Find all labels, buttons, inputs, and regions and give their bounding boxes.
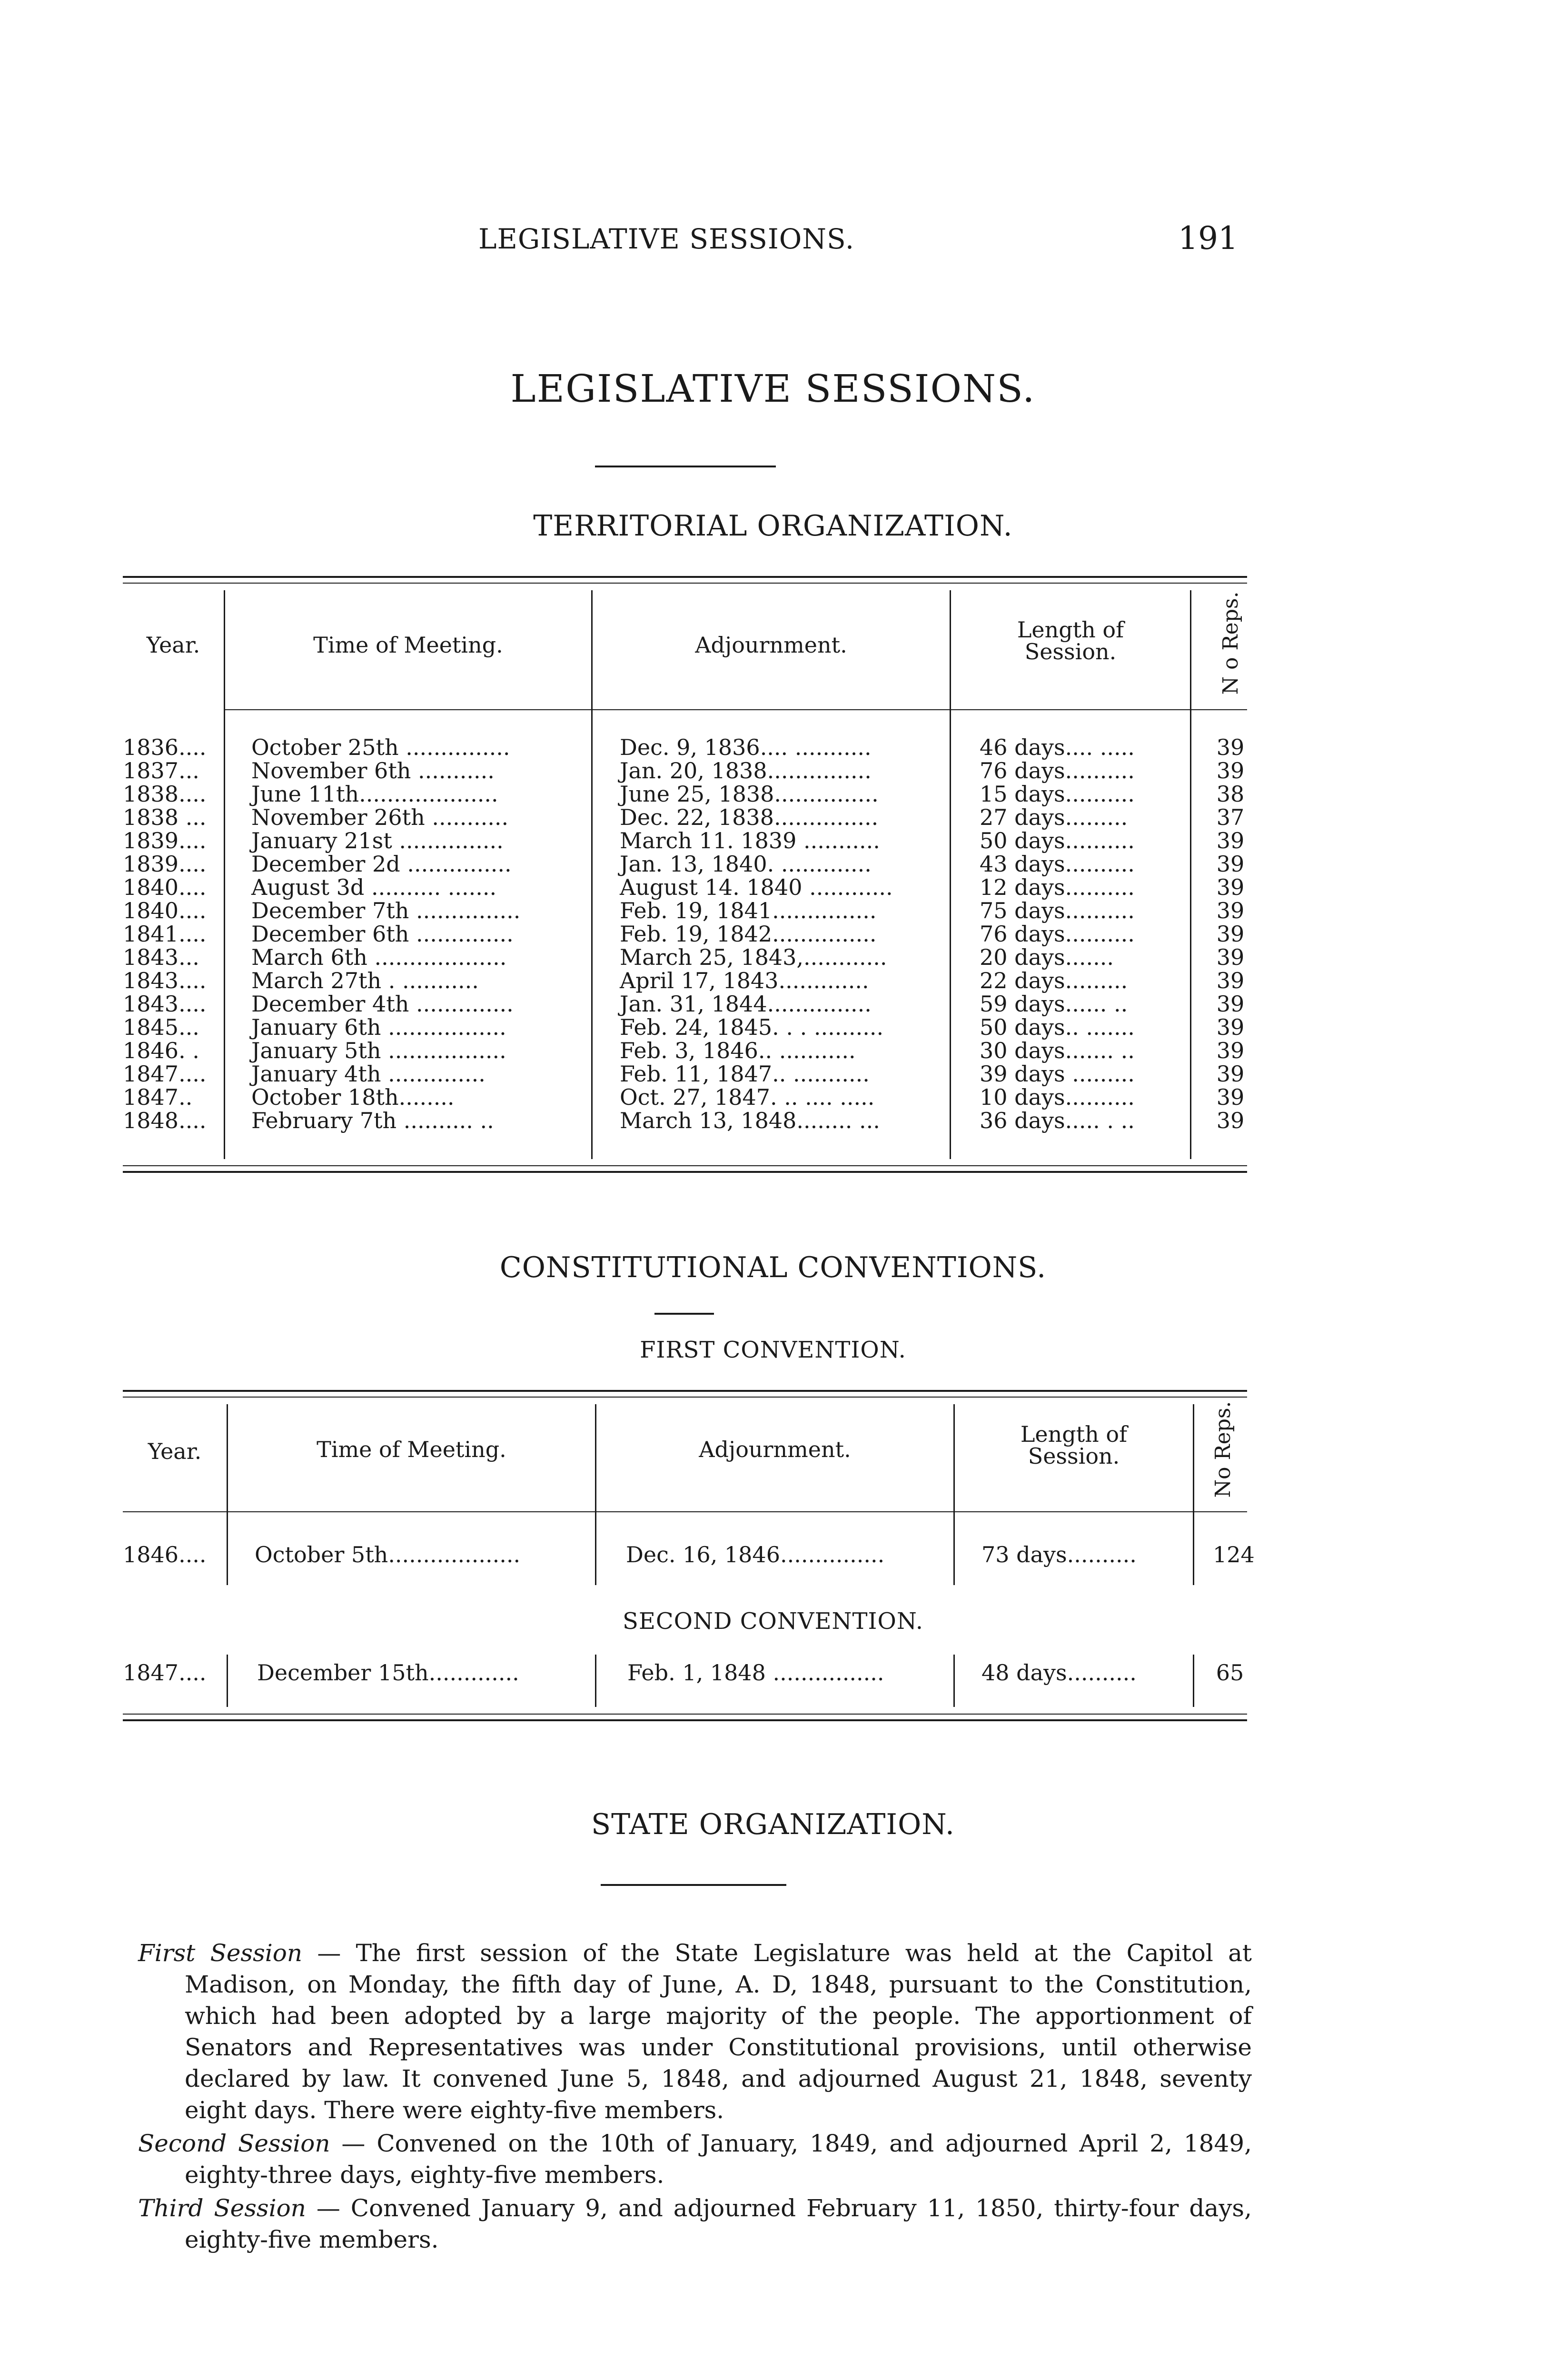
state-sessions-text bbox=[138, 1937, 1252, 2255]
header-bottom-rule bbox=[123, 1511, 1247, 1512]
row-divider bbox=[1193, 1655, 1194, 1707]
conventions-heading: CONSTITUTIONAL CONVENTIONS. bbox=[499, 1251, 1047, 1284]
table-top-rule-thin bbox=[123, 583, 1247, 584]
state-heading: STATE ORGANIZATION. bbox=[591, 1808, 955, 1841]
conventions-divider bbox=[654, 1313, 714, 1315]
first-convention-heading: FIRST CONVENTION. bbox=[640, 1337, 906, 1363]
col-header-reps: N o Reps. bbox=[1219, 591, 1243, 695]
table-row: 1848.... February 7th .......... .. March 13, 1848........ ... 36 days..... . .. 39 bbox=[123, 1108, 1245, 1133]
table-row: 1846. . January 5th ................. Feb. 3, 1846.. ........... 30 days....... .. 39 bbox=[123, 1038, 1245, 1063]
page-title: LEGISLATIVE SESSIONS. bbox=[510, 367, 1036, 411]
table-row: 1836.... October 25th ............... Dec. 9, 1836.... ........... 46 days.... ..... 39 bbox=[123, 734, 1245, 760]
table-row: 1839.... December 2d ............... Jan. 13, 1840. ............. 43 days.......... 39 bbox=[123, 851, 1245, 877]
row-divider bbox=[595, 1655, 596, 1707]
session-paragraph: Third Session — Convened January 9, and adjourned February 11, 1850, thirty-four days, eighty-five members. bbox=[138, 2194, 1252, 2253]
col-header-reps: No Reps. bbox=[1211, 1401, 1235, 1498]
table-bottom-rule bbox=[123, 1171, 1247, 1173]
col-divider bbox=[1193, 1404, 1194, 1585]
col-header-year: Year. bbox=[148, 1438, 202, 1464]
row-divider bbox=[953, 1655, 955, 1707]
col-header-adjournment: Adjournment. bbox=[699, 1437, 851, 1462]
table-row: 1847.... January 4th .............. Feb. 11, 1847.. ........... 39 days ......... 39 bbox=[123, 1061, 1245, 1087]
col-header-adjournment: Adjournment. bbox=[695, 632, 847, 658]
table-row: 1840.... December 7th ............... Feb. 19, 1841............... 75 days.......... 39 bbox=[123, 898, 1245, 923]
table-row: 1843... March 6th ................... March 25, 1843,............ 20 days....... 39 bbox=[123, 944, 1245, 970]
title-divider bbox=[595, 466, 776, 467]
table-top-rule bbox=[123, 576, 1247, 578]
table-bottom-rule-thin bbox=[123, 1714, 1247, 1715]
table-row: 1847.. October 18th........ Oct. 27, 1847. .. .... ..... 10 days.......... 39 bbox=[123, 1084, 1245, 1110]
table-row: 1843.... December 4th .............. Jan. 31, 1844............... 59 days...... .. 39 bbox=[123, 991, 1245, 1017]
table-row: 1838.... June 11th.................... June 25, 1838............... 15 days.......... 38 bbox=[123, 781, 1245, 807]
table-row: 1840.... August 3d .......... ....... August 14. 1840 ............ 12 days.......... 39 bbox=[123, 874, 1245, 900]
second-convention-heading: SECOND CONVENTION. bbox=[622, 1608, 924, 1635]
table-bottom-rule-thin bbox=[123, 1165, 1247, 1166]
table-top-rule bbox=[123, 1390, 1247, 1392]
table-row: 1838 ... November 26th ........... Dec. 22, 1838............... 27 days......... 37 bbox=[123, 804, 1245, 830]
col-header-length: Length of Session. bbox=[1020, 1421, 1128, 1469]
table-row: 1837... November 6th ........... Jan. 20, 1838............... 76 days.......... 39 bbox=[123, 758, 1245, 783]
table-row: 1843.... March 27th . ........... April 17, 1843............. 22 days......... 39 bbox=[123, 968, 1245, 993]
session-paragraph: First Session — The first session of the State Legislature was held at the Capitol at Madison, on Monday, the fifth day of June, A. D, 1848, pursuant to the Constitution, which had been adopted by a large majority of the people. The apportionment of Senators and Representatives was under Constitutional provisions, until otherwise declared by law. It convened June 5, 1848, and adjourned August 21, 1848, seventy eight days. There were eighty-five members. bbox=[138, 1939, 1252, 2124]
col-header-time: Time of Meeting. bbox=[317, 1437, 506, 1462]
table-bottom-rule bbox=[123, 1719, 1247, 1721]
col-header-length: Length of Session. bbox=[1017, 617, 1124, 664]
table-row: 1839.... January 21st ............... March 11. 1839 ........... 50 days.......... 39 bbox=[123, 828, 1245, 853]
running-title: LEGISLATIVE SESSIONS. bbox=[478, 223, 855, 255]
state-divider bbox=[601, 1884, 786, 1886]
table-top-rule-thin bbox=[123, 1397, 1247, 1398]
table-row: 1841.... December 6th .............. Feb. 19, 1842............... 76 days.......... 39 bbox=[123, 921, 1245, 947]
table-row: 1845... January 6th ................. Feb. 24, 1845. . . .......... 50 days.. ....... 39 bbox=[123, 1014, 1245, 1040]
col-divider bbox=[227, 1404, 228, 1585]
col-header-year: Year. bbox=[146, 632, 200, 658]
col-header-time: Time of Meeting. bbox=[313, 632, 503, 658]
col-divider bbox=[595, 1404, 596, 1585]
row-divider bbox=[227, 1655, 228, 1707]
header-bottom-rule bbox=[224, 709, 1247, 710]
session-paragraph: Second Session — Convened on the 10th of January, 1849, and adjourned April 2, 1849, eighty-three days, eighty-five members. bbox=[138, 2130, 1252, 2189]
page-number: 191 bbox=[1178, 220, 1238, 257]
territorial-heading: TERRITORIAL ORGANIZATION. bbox=[533, 509, 1013, 543]
